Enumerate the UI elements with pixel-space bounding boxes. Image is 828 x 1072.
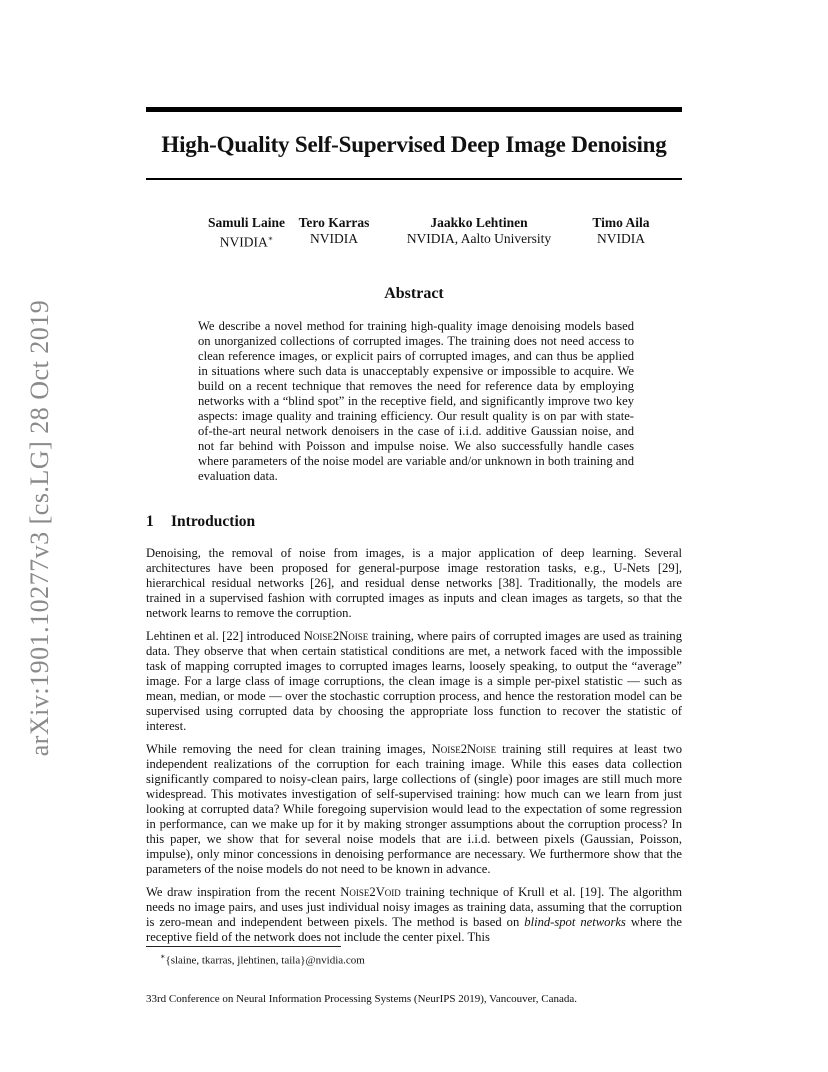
paragraph: Lehtinen et al. [22] introduced Noise2Noise training, where pairs of corrupted images are used as training data. They observe that when certain statistical conditions are met, a network faced with the impossible task of mapping corrupted images to corrupted images learns, loosely speaking, to output the “average” image. For a large class of image corruptions, the clean image is a simple per-pixel statistic — such as mean, median, or mode — over the stochastic corruption process, and hence the restoration model can be supervised using corrupted data by choosing the appropriate loss function to recover the statistic of interest. xyxy=(146,629,682,733)
abstract-text: We describe a novel method for training high-quality image denoising models based on unorganized collections of corrupted images. The training does not need access to clean reference images, or explicit pairs of corrupted images, and can thus be applied in situations where such data is unacceptably expensive or impossible to acquire. We build on a recent technique that removes the need for reference data by employing networks with a “blind spot” in the receptive field, and significantly improve two key aspects: image quality and training efficiency. Our result quality is on par with state-of-the-art neural network denoisers in the case of i.i.d. additive Gaussian noise, and not far behind with Poisson and impulse noise. We also successfully handle cases where parameters of the noise model are variable and/or unknown in both training and evaluation data. xyxy=(198,319,634,483)
paper-title: High-Quality Self-Supervised Deep Image Denoising xyxy=(161,132,667,157)
footnote xyxy=(160,950,365,968)
author-affiliation: NVIDIA, Aalto University xyxy=(406,231,552,246)
method-name: Noise2Void xyxy=(340,885,401,899)
author-affiliation: NVIDIA xyxy=(597,231,645,246)
author-affiliation: NVIDIA xyxy=(310,231,358,246)
footnote-mark: ∗ xyxy=(160,952,166,961)
author-block xyxy=(399,215,559,247)
author-affiliation: NVIDIA∗ xyxy=(219,234,274,250)
title-top-rule xyxy=(146,107,682,112)
body-text xyxy=(146,546,682,953)
author-name: Timo Aila xyxy=(592,215,650,230)
author-block xyxy=(284,215,384,247)
paragraph: While removing the need for clean training images, Noise2Noise training still requires at least two independent realizations of the corruption for each training image. While this eases data collection significantly compared to noisy-clean pairs, large collections of (single) poor images are still much more widespread. This motivates investigation of self-supervised training: how much can we learn from just looking at corrupted data? While foregoing supervision would lead to the expectation of some regression in performance, can we make up for it by making stronger assumptions about the corruption process? In this paper, we show that for several noise models that are i.i.d. between pixels (Gaussian, Poisson, impulse), only minor concessions in denoising performance are necessary. We furthermore show that the parameters of the noise models do not need to be known in advance. xyxy=(146,742,683,876)
emphasis: blind-spot networks xyxy=(524,915,626,929)
section-heading xyxy=(146,512,682,532)
author-list xyxy=(146,215,682,255)
author-name: Samuli Laine xyxy=(208,215,285,230)
section-title: Introduction xyxy=(171,513,256,530)
paragraph: We draw inspiration from the recent Noise2Void training technique of Krull et al. [19]. The algorithm needs no image pairs, and uses just individual noisy images as training data, assuming that the corruption is zero-mean and independent between pixels. The method is based on blind-spot networks where the receptive field of the network does not include the center pixel. This xyxy=(146,885,682,944)
conference-note: 33rd Conference on Neural Information Processing Systems (NeurIPS 2019), Vancouver, Canada. xyxy=(146,993,578,1005)
footnote-mark: ∗ xyxy=(267,234,274,243)
paragraph: Denoising, the removal of noise from images, is a major application of deep learning. Several architectures have been proposed for general-purpose image restoration tasks, e.g., U-Nets [29], hierarchical residual networks [26], and residual dense networks [38]. Traditionally, the models are trained in a supervised fashion with corrupted images as inputs and clean images as targets, so that the network learns to remove the corruption. xyxy=(146,546,682,620)
author-block xyxy=(576,215,666,247)
author-name: Jaakko Lehtinen xyxy=(430,215,528,230)
arxiv-identifier: arXiv:1901.10277v3 [cs.LG] 28 Oct 2019 xyxy=(25,299,54,757)
author-name: Tero Karras xyxy=(298,215,370,230)
section-number: 1 xyxy=(146,513,154,530)
footnote-text: {slaine, tkarras, jlehtinen, taila}@nvidia.com xyxy=(165,954,365,967)
title-bottom-rule xyxy=(146,178,682,180)
footnote-rule xyxy=(146,946,341,947)
abstract-heading: Abstract xyxy=(384,285,444,302)
method-name: Noise2Noise xyxy=(303,629,369,643)
method-name: Noise2Noise xyxy=(431,742,497,756)
